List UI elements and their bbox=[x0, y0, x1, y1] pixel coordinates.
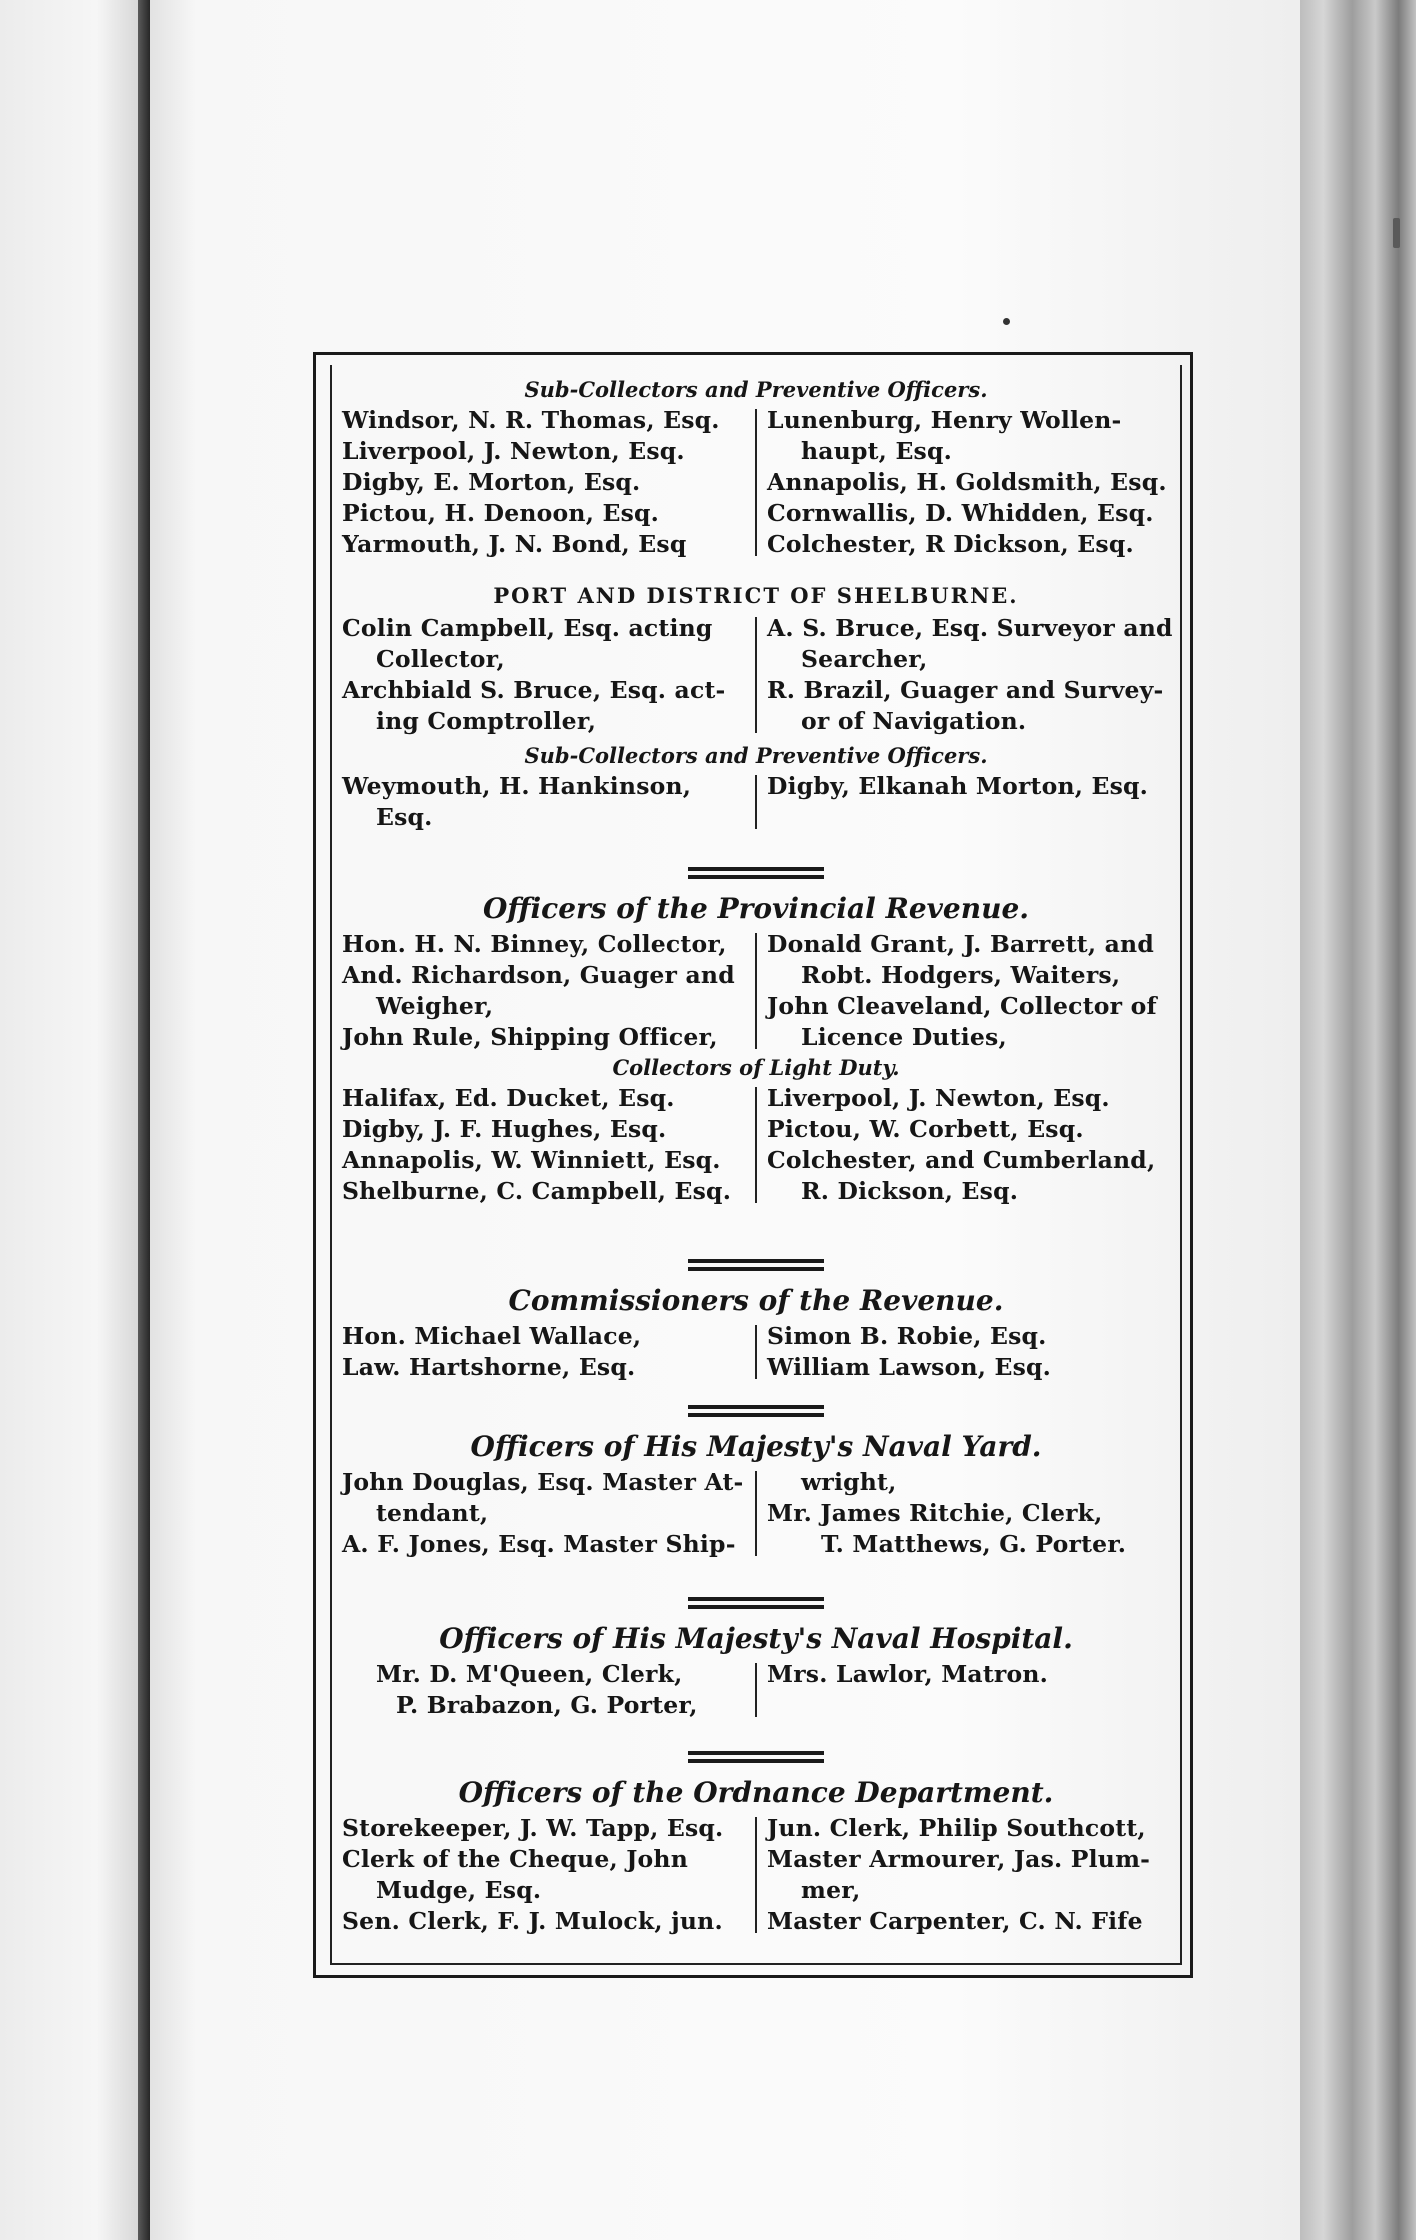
entry: Liverpool, J. Newton, Esq. bbox=[342, 437, 685, 465]
sub-heading: Sub-Collectors and Preventive Officers. bbox=[524, 743, 988, 768]
sub-heading: Sub-Collectors and Preventive Officers. bbox=[524, 377, 988, 402]
entry: Digby, J. F. Hughes, Esq. bbox=[342, 1115, 667, 1143]
entry: ing Comptroller, bbox=[376, 707, 597, 735]
sub-heading: Collectors of Light Duty. bbox=[612, 1055, 900, 1080]
entry: R. Brazil, Guager and Survey- bbox=[767, 676, 1164, 704]
document-body bbox=[330, 365, 1182, 1965]
entry: Cornwallis, D. Whidden, Esq. bbox=[767, 499, 1154, 527]
entry: Master Armourer, Jas. Plum- bbox=[767, 1845, 1151, 1873]
section-heading: Officers of the Provincial Revenue. bbox=[482, 892, 1030, 925]
entry: Archbiald S. Bruce, Esq. act- bbox=[342, 676, 726, 704]
entry: Mr. D. M'Queen, Clerk, bbox=[376, 1660, 683, 1688]
section-heading: Commissioners of the Revenue. bbox=[508, 1284, 1004, 1317]
entry: Sen. Clerk, F. J. Mulock, jun. bbox=[342, 1907, 723, 1935]
entry: Hon. Michael Wallace, bbox=[342, 1322, 642, 1350]
entry: Annapolis, H. Goldsmith, Esq. bbox=[767, 468, 1167, 496]
double-rule bbox=[688, 1597, 824, 1609]
entry: tendant, bbox=[376, 1499, 489, 1527]
entry: Esq. bbox=[376, 803, 433, 831]
section-heading: Officers of the Ordnance Department. bbox=[458, 1776, 1054, 1809]
entry: Robt. Hodgers, Waiters, bbox=[801, 961, 1121, 989]
entry: Law. Hartshorne, Esq. bbox=[342, 1353, 636, 1381]
entry: Hon. H. N. Binney, Collector, bbox=[342, 930, 727, 958]
entry: haupt, Esq. bbox=[801, 437, 953, 465]
entry: Pictou, H. Denoon, Esq. bbox=[342, 499, 660, 527]
entry: Mrs. Lawlor, Matron. bbox=[767, 1660, 1049, 1688]
entry: Weigher, bbox=[376, 992, 494, 1020]
entry: Clerk of the Cheque, John bbox=[342, 1845, 689, 1873]
entry: Simon B. Robie, Esq. bbox=[767, 1322, 1047, 1350]
entry: Halifax, Ed. Ducket, Esq. bbox=[342, 1084, 675, 1112]
section-naval-yard bbox=[332, 1427, 1180, 1560]
entry: Pictou, W. Corbett, Esq. bbox=[767, 1115, 1084, 1143]
entry: John Rule, Shipping Officer, bbox=[342, 1023, 718, 1051]
section-heading: Officers of His Majesty's Naval Hospital. bbox=[439, 1622, 1073, 1655]
ink-dot bbox=[1003, 318, 1010, 325]
entry: Mudge, Esq. bbox=[376, 1876, 542, 1904]
section-heading: Officers of His Majesty's Naval Yard. bbox=[470, 1430, 1042, 1463]
entry: Mr. James Ritchie, Clerk, bbox=[767, 1499, 1103, 1527]
double-rule bbox=[688, 867, 824, 879]
entry: Liverpool, J. Newton, Esq. bbox=[767, 1084, 1110, 1112]
entry: Shelburne, C. Campbell, Esq. bbox=[342, 1177, 732, 1205]
entry: Licence Duties, bbox=[801, 1023, 1007, 1051]
entry: Collector, bbox=[376, 645, 505, 673]
section-commissioners bbox=[332, 1281, 1180, 1383]
entry: Colin Campbell, Esq. acting bbox=[342, 614, 713, 642]
entry: Yarmouth, J. N. Bond, Esq bbox=[342, 530, 687, 558]
left-page bbox=[0, 0, 138, 2240]
document-frame bbox=[313, 352, 1193, 1978]
section-provincial-revenue bbox=[332, 889, 1180, 1207]
section-naval-hospital bbox=[332, 1619, 1180, 1721]
section-ordnance bbox=[332, 1773, 1180, 1937]
entry: Lunenburg, Henry Wollen- bbox=[767, 406, 1122, 434]
entry: Storekeeper, J. W. Tapp, Esq. bbox=[342, 1814, 724, 1842]
double-rule bbox=[688, 1751, 824, 1763]
entry: Digby, E. Morton, Esq. bbox=[342, 468, 641, 496]
double-rule bbox=[688, 1405, 824, 1417]
entry: or of Navigation. bbox=[801, 707, 1027, 735]
edge-mark bbox=[1393, 218, 1400, 248]
entry: Searcher, bbox=[801, 645, 928, 673]
entry: Master Carpenter, C. N. Fife bbox=[767, 1907, 1143, 1935]
entry: John Cleaveland, Collector of bbox=[767, 992, 1157, 1020]
entry: Windsor, N. R. Thomas, Esq. bbox=[342, 406, 720, 434]
double-rule bbox=[688, 1259, 824, 1271]
entry: Donald Grant, J. Barrett, and bbox=[767, 930, 1154, 958]
entry: Digby, Elkanah Morton, Esq. bbox=[767, 772, 1149, 800]
section-sub-collectors bbox=[332, 375, 1180, 560]
entry: Weymouth, H. Hankinson, bbox=[342, 772, 692, 800]
entry: Annapolis, W. Winniett, Esq. bbox=[342, 1146, 721, 1174]
entry: William Lawson, Esq. bbox=[767, 1353, 1052, 1381]
section-heading: PORT AND DISTRICT OF SHELBURNE. bbox=[493, 583, 1019, 608]
page-edge bbox=[1300, 0, 1416, 2240]
entry: A. F. Jones, Esq. Master Ship- bbox=[342, 1530, 736, 1558]
section-shelburne bbox=[332, 579, 1180, 833]
entry: Colchester, R Dickson, Esq. bbox=[767, 530, 1134, 558]
entry: P. Brabazon, G. Porter, bbox=[396, 1691, 698, 1719]
entry: A. S. Bruce, Esq. Surveyor and bbox=[767, 614, 1173, 642]
entry: wright, bbox=[801, 1468, 897, 1496]
entry: Jun. Clerk, Philip Southcott, bbox=[767, 1814, 1146, 1842]
entry: John Douglas, Esq. Master At- bbox=[342, 1468, 744, 1496]
entry: And. Richardson, Guager and bbox=[342, 961, 735, 989]
entry: Colchester, and Cumberland, bbox=[767, 1146, 1156, 1174]
entry: mer, bbox=[801, 1876, 861, 1904]
entry: R. Dickson, Esq. bbox=[801, 1177, 1019, 1205]
entry: T. Matthews, G. Porter. bbox=[821, 1530, 1127, 1558]
